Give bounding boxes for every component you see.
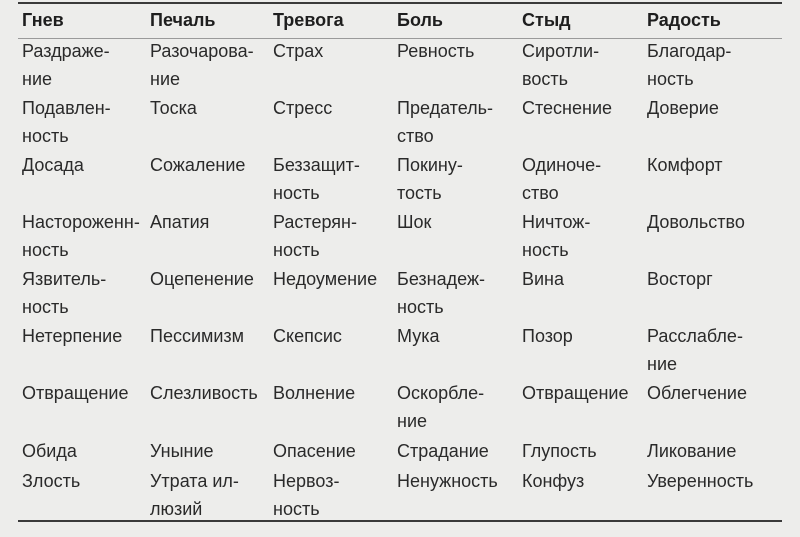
table-cell: Обида bbox=[22, 441, 77, 461]
table-cell: Недоумение bbox=[273, 269, 378, 289]
table-cell: Досада bbox=[22, 155, 84, 175]
table-cell: Беззащит- ность bbox=[273, 155, 360, 203]
table-top-rule bbox=[18, 2, 782, 4]
table-cell: Уныние bbox=[150, 441, 214, 461]
header-pain: Боль bbox=[397, 10, 443, 30]
table-cell: Язвитель- ность bbox=[22, 269, 107, 317]
table-cell: Благодар- ность bbox=[647, 41, 732, 89]
table-cell: Покину- тость bbox=[397, 155, 463, 203]
header-anger: Гнев bbox=[22, 10, 64, 30]
table-cell: Ничтож- ность bbox=[522, 212, 591, 260]
table-cell: Настороженн- ность bbox=[22, 212, 140, 260]
header-anxiety: Тревога bbox=[273, 10, 344, 30]
table-cell: Глупость bbox=[522, 441, 597, 461]
table-cell: Скепсис bbox=[273, 326, 342, 346]
table-cell: Опасение bbox=[273, 441, 356, 461]
table-cell: Утрата ил- люзий bbox=[150, 471, 239, 519]
table-cell: Тоска bbox=[150, 98, 197, 118]
table-cell: Позор bbox=[522, 326, 573, 346]
table-cell: Подавлен- ность bbox=[22, 98, 111, 146]
table-cell: Апатия bbox=[150, 212, 210, 232]
table-cell: Отвращение bbox=[522, 383, 629, 403]
table-cell: Страдание bbox=[397, 441, 489, 461]
table-cell: Отвращение bbox=[22, 383, 129, 403]
table-cell: Мука bbox=[397, 326, 440, 346]
table-cell: Ревность bbox=[397, 41, 475, 61]
table-cell: Сожаление bbox=[150, 155, 246, 175]
table-cell: Волнение bbox=[273, 383, 356, 403]
table-cell: Доверие bbox=[647, 98, 719, 118]
header-joy: Радость bbox=[647, 10, 721, 30]
header-sadness: Печаль bbox=[150, 10, 216, 30]
table-cell: Вина bbox=[522, 269, 565, 289]
table-cell: Облегчение bbox=[647, 383, 747, 403]
header-shame: Стыд bbox=[522, 10, 571, 30]
table-cell: Слезливость bbox=[150, 383, 258, 403]
table-cell: Злость bbox=[22, 471, 81, 491]
table-cell: Безнадеж- ность bbox=[397, 269, 485, 317]
table-bottom-rule bbox=[18, 520, 782, 522]
table-cell: Уверенность bbox=[647, 471, 754, 491]
table-cell: Нервоз- ность bbox=[273, 471, 340, 519]
table-cell: Стеснение bbox=[522, 98, 613, 118]
table-cell: Довольство bbox=[647, 212, 745, 232]
table-cell: Комфорт bbox=[647, 155, 723, 175]
table-cell: Сиротли- вость bbox=[522, 41, 600, 89]
table-cell: Одиноче- ство bbox=[522, 155, 602, 203]
table-cell: Ненужность bbox=[397, 471, 498, 491]
table-cell: Конфуз bbox=[522, 471, 585, 491]
table-cell: Оцепенение bbox=[150, 269, 254, 289]
table-cell: Шок bbox=[397, 212, 432, 232]
table-cell: Восторг bbox=[647, 269, 713, 289]
table-cell: Страх bbox=[273, 41, 324, 61]
table-cell: Ликование bbox=[647, 441, 737, 461]
table-cell: Раздраже- ние bbox=[22, 41, 110, 89]
table-cell: Растерян- ность bbox=[273, 212, 357, 260]
table-cell: Разочарова- ние bbox=[150, 41, 254, 89]
table-cell: Пессимизм bbox=[150, 326, 245, 346]
table-cell: Нетерпение bbox=[22, 326, 123, 346]
table-cell: Расслабле- ние bbox=[647, 326, 743, 374]
table-cell: Предатель- ство bbox=[397, 98, 494, 146]
table-cell: Стресс bbox=[273, 98, 333, 118]
table-cell: Оскорбле- ние bbox=[397, 383, 485, 431]
